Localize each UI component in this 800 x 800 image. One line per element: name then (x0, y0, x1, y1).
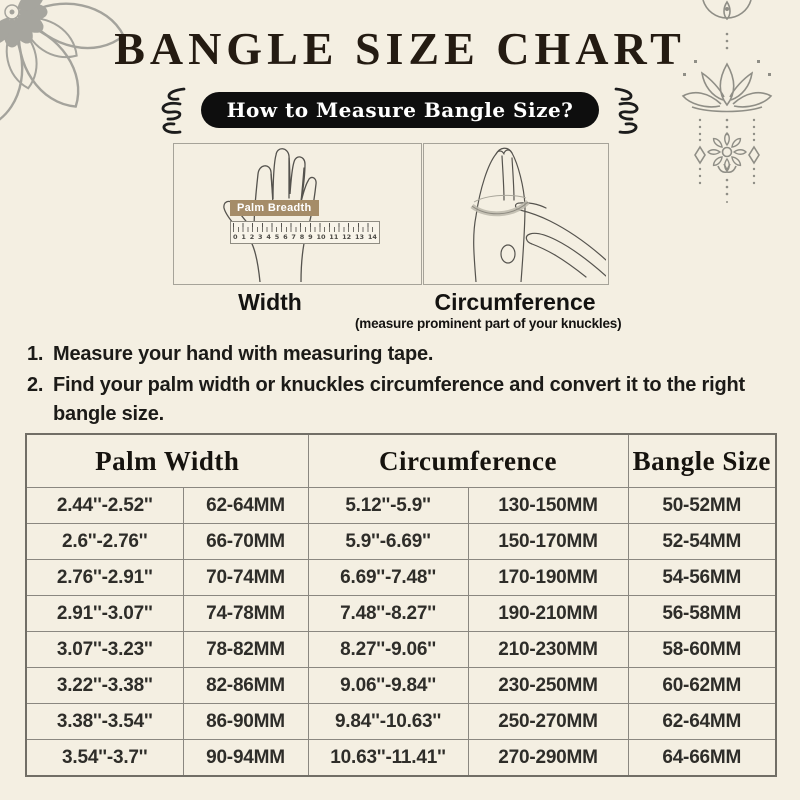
hands-tape-icon (424, 144, 606, 282)
header-bangle-size: Bangle Size (628, 434, 776, 488)
banner-pill: How to Measure Bangle Size? (201, 92, 600, 128)
table-cell: 64-66MM (628, 740, 776, 777)
tape-label: Palm Breadth (230, 200, 319, 216)
table-cell: 66-70MM (183, 524, 308, 560)
size-table (25, 433, 777, 777)
table-cell: 270-290MM (468, 740, 628, 777)
table-cell: 62-64MM (628, 704, 776, 740)
table-cell: 60-62MM (628, 668, 776, 704)
table-row (26, 488, 776, 524)
table-row (26, 596, 776, 632)
instruction-text: Measure your hand with measuring tape. (53, 343, 434, 365)
circumference-note: (measure prominent part of your knuckles) (355, 316, 622, 331)
flourish-right-icon (611, 84, 647, 136)
table-row (26, 668, 776, 704)
table-cell: 78-82MM (183, 632, 308, 668)
table-cell: 2.44''-2.52'' (26, 488, 183, 524)
ruler-ticks (233, 223, 377, 232)
table-cell: 86-90MM (183, 704, 308, 740)
table-row (26, 560, 776, 596)
table-cell: 3.07''-3.23'' (26, 632, 183, 668)
table-cell: 54-56MM (628, 560, 776, 596)
width-caption: Width (238, 289, 302, 315)
flourish-left-icon (153, 84, 189, 136)
table-cell: 56-58MM (628, 596, 776, 632)
table-cell: 130-150MM (468, 488, 628, 524)
width-illustration (173, 143, 422, 285)
table-cell: 3.54''-3.7'' (26, 740, 183, 777)
table-row (26, 524, 776, 560)
table-cell: 9.84''-10.63'' (308, 704, 468, 740)
table-cell: 5.12''-5.9'' (308, 488, 468, 524)
table-cell: 2.6''-2.76'' (26, 524, 183, 560)
ruler-numbers: 0 1 2 3 4 5 6 7 8 9 10 11 12 13 14 (233, 233, 377, 241)
table-cell: 62-64MM (183, 488, 308, 524)
table-cell: 170-190MM (468, 560, 628, 596)
table-row (26, 704, 776, 740)
table-cell: 70-74MM (183, 560, 308, 596)
table-row (26, 740, 776, 777)
table-cell: 250-270MM (468, 704, 628, 740)
circumference-caption-block (355, 289, 675, 331)
instruction-item (27, 371, 753, 428)
table-cell: 74-78MM (183, 596, 308, 632)
table-cell: 2.76''-2.91'' (26, 560, 183, 596)
table-cell: 230-250MM (468, 668, 628, 704)
table-cell: 8.27''-9.06'' (308, 632, 468, 668)
table-cell: 10.63''-11.41'' (308, 740, 468, 777)
bangle-size-table (25, 433, 777, 777)
header-palm-width: Palm Width (26, 434, 308, 488)
table-cell: 82-86MM (183, 668, 308, 704)
ruler (230, 221, 380, 244)
page-title: BANGLE SIZE CHART (114, 23, 686, 74)
table-cell: 5.9''-6.69'' (308, 524, 468, 560)
table-cell: 190-210MM (468, 596, 628, 632)
instructions (27, 340, 753, 431)
table-cell: 58-60MM (628, 632, 776, 668)
table-cell: 3.22''-3.38'' (26, 668, 183, 704)
table-cell: 9.06''-9.84'' (308, 668, 468, 704)
table-header-row (26, 434, 776, 488)
table-cell: 150-170MM (468, 524, 628, 560)
table-cell: 210-230MM (468, 632, 628, 668)
instruction-text: Find your palm width or knuckles circumference and convert it to the right bangle size. (53, 374, 745, 425)
table-cell: 90-94MM (183, 740, 308, 777)
table-cell: 7.48''-8.27'' (308, 596, 468, 632)
table-row (26, 632, 776, 668)
instruction-number: 1. (27, 343, 44, 365)
circumference-caption: Circumference (434, 289, 596, 315)
table-cell: 6.69''-7.48'' (308, 560, 468, 596)
table-cell: 3.38''-3.54'' (26, 704, 183, 740)
circumference-illustration (423, 143, 609, 285)
table-cell: 52-54MM (628, 524, 776, 560)
instruction-number: 2. (27, 374, 44, 397)
table-cell: 2.91''-3.07'' (26, 596, 183, 632)
header-circumference: Circumference (308, 434, 628, 488)
banner-row (0, 84, 800, 136)
table-cell: 50-52MM (628, 488, 776, 524)
instruction-item (27, 340, 753, 368)
